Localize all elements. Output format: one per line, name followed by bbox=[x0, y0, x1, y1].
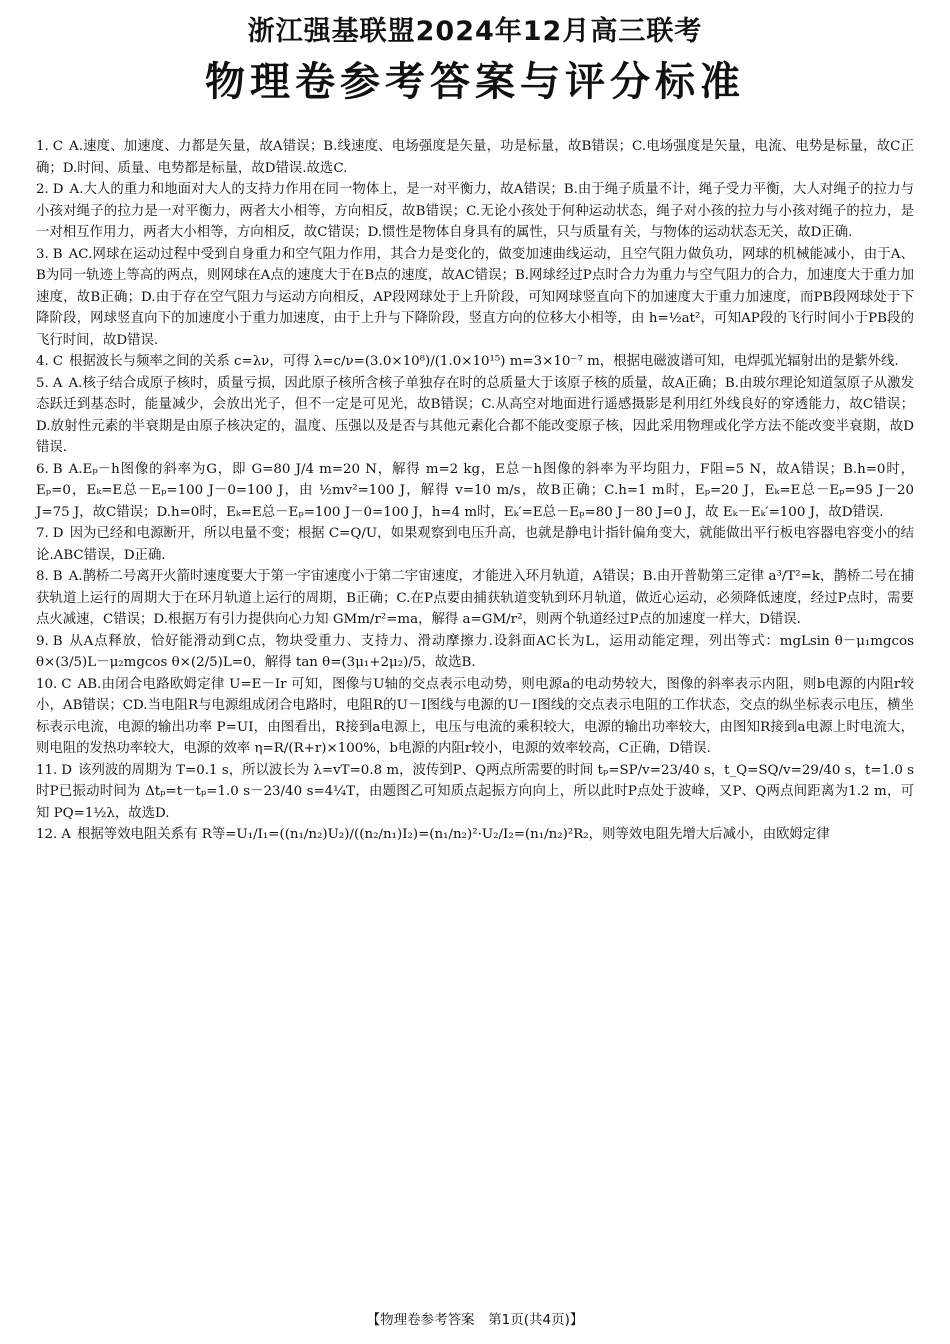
answer-choice: D bbox=[61, 762, 73, 778]
question-number: 2. bbox=[36, 182, 49, 197]
exam-title: 浙江强基联盟2024年12月高三联考 bbox=[247, 16, 703, 47]
question-number: 10. bbox=[36, 676, 58, 692]
answer-explanation: A.大人的重力和地面对大人的支持力作用在同一物体上，是一对平衡力，故A错误；B.由于绳子质量不计，绳子受力平衡，大人对绳子的拉力与小孩对绳子的拉力是一对平衡力，两者大小相等，方向相反，故B错误；C.无论小孩处于何种运动状态，绳子对小孩的拉力与小孩对绳子的拉力，是一对相互作用力，两者大小相等，方向相反，故C错误；D.惯性是物体自身具有的属性，只与质量有关，与物体的运动状态无关，故D正确. bbox=[36, 182, 914, 240]
answer-choice: B bbox=[52, 633, 63, 649]
answer-explanation: A.Eₚ－h图像的斜率为G，即 G=80 J/4 m=20 N，解得 m=2 kg，E总－h图像的斜率为平均阻力，F阻=5 N，故A错误；B.h=0时，Eₚ=0，Eₖ=E总－Eₚ=100 J－0=100 J，由 ½mv²=100 J，解得 v=10 m/s，故B正确；C.h=1 m时，Eₚ=20 J，Eₖ=E总－Eₚ=95 J－20 J=75 J，故C错误；D.h=0时，Eₖ=E总－Eₚ=100 J－0=100 J，h=4 m时，Eₖ′=E总－Eₚ=80 J－80 J=0 J，故 Eₖ－Eₖ′=100 J，故D错误. bbox=[36, 461, 914, 520]
answer-explanation: 根据等效电阻关系有 R等=U₁/I₁=((n₁/n₂)U₂)/((n₂/n₁)I₂)=(n₁/n₂)²·U₂/I₂=(n₁/n₂)²R₂，则等效电阻先增大后减小，由欧姆定律 bbox=[76, 827, 830, 842]
question-number: 6. bbox=[36, 461, 49, 477]
answer-item bbox=[36, 760, 914, 825]
answer-explanation: A.鹊桥二号离开火箭时速度要大于第一宇宙速度小于第二宇宙速度，才能进入环月轨道，A错误；B.由开普勒第三定律 a³/T²=k，鹊桥二号在捕获轨道上运行的周期大于在环月轨道上运行的周期，B正确；C.在P点要由捕获轨道变轨到环月轨道，做近心运动，必须降低速度，经过P点时，需要点火减速，C错误；D.根据万有引力提供向心力知 GMm/r²=ma，解得 a=GM/r²，则两个轨道经过P点的加速度一样大，D错误. bbox=[36, 569, 914, 627]
answer-choice: B bbox=[52, 569, 63, 584]
question-number: 8. bbox=[36, 569, 49, 584]
question-number: 7. bbox=[36, 526, 49, 541]
answer-explanation: AB.由闭合电路欧姆定律 U=E－Ir 可知，图像与U轴的交点表示电动势，则电源a的电动势较大，图像的斜率表示内阻，则b电源的内阻r较小，AB错误；CD.当电阻R与电源组成闭合电路时，电阻R的U－I图线与电源的U－I图线的交点表示电阻的工作状态，交点的纵坐标表示电压，横坐标表示电流，电源的输出功率 P=UI，由图看出，R接到a电源上，电压与电流的乘积较大，电源的输出功率较大，由图知R接到a电源上时电流大，则电阻的发热功率较大，电源的效率 η=R/(R+r)×100%，b电源的内阻r较小，电源的效率较高，C正确，D错误. bbox=[36, 676, 914, 756]
question-number: 9. bbox=[36, 633, 49, 649]
answer-choice: D bbox=[52, 182, 64, 197]
answer-item bbox=[36, 631, 914, 674]
answer-explanation: AC.网球在运动过程中受到自身重力和空气阻力作用，其合力是变化的，做变加速曲线运动，且空气阻力做负功，网球的机械能减小，由于A、B为同一轨迹上等高的两点，则网球在A点的速度大于在B点的速度，故AC错误；B.网球经过P点时合力为重力与空气阻力的合力，加速度大于重力加速度，故B正确；D.由于存在空气阻力与运动方向相反，AP段网球处于上升阶段，可知网球竖直向下的加速度大于重力加速度，而PB段网球处于下降阶段，网球竖直向下的加速度小于重力加速度，由于上升与下降阶段，竖直方向的位移大小相等，由 h=½at²，可知AP段的飞行时间小于PB段的飞行时间，故D错误. bbox=[36, 246, 914, 348]
answer-choice: C bbox=[52, 139, 64, 154]
page-footer: 【物理卷参考答案 第1页(共4页)】 bbox=[366, 1312, 584, 1328]
answer-choice: C bbox=[52, 354, 64, 369]
question-number: 12. bbox=[36, 827, 58, 842]
question-number: 11. bbox=[36, 762, 58, 778]
answer-choice: C bbox=[61, 676, 72, 692]
answer-item bbox=[36, 523, 914, 566]
answer-item bbox=[36, 373, 914, 459]
answer-explanation: 因为已经和电源断开，所以电量不变；根据 C=Q/U，如果观察到电压升高，也就是静电计指针偏角变大，就能做出平行板电容器电容变小的结论.ABC错误，D正确. bbox=[36, 526, 914, 563]
document-title: 物理卷参考答案与评分标准 bbox=[205, 59, 745, 105]
answer-item bbox=[36, 244, 914, 352]
answer-list bbox=[36, 136, 914, 846]
answer-item bbox=[36, 459, 914, 524]
question-number: 4. bbox=[36, 354, 49, 369]
question-number: 3. bbox=[36, 246, 49, 262]
answer-explanation: A.核子结合成原子核时，质量亏损，因此原子核所含核子单独存在时的总质量大于该原子核的质量，故A正确；B.由玻尔理论知道氢原子从激发态跃迁到基态时，能量减少，会放出光子，但不一定是可见光，故B错误；C.从高空对地面进行遥感摄影是利用红外线良好的穿透能力，故C错误；D.放射性元素的半衰期是由原子核决定的，温度、压强以及是否与其他元素化合都不能改变原子核，因此采用物理或化学方法不能改变半衰期，故D错误. bbox=[36, 375, 914, 455]
answer-item bbox=[36, 566, 914, 631]
answer-choice: B bbox=[52, 461, 63, 477]
answer-item bbox=[36, 136, 914, 179]
answer-item bbox=[36, 824, 914, 846]
answer-explanation: 该列波的周期为 T=0.1 s，所以波长为 λ=vT=0.8 m，波传到P、Q两点所需要的时间 tₚ=SP/v=23/40 s，t_Q=SQ/v=29/40 s，t=1.0 s时P已振动时间为 Δtₚ=t－tₚ=1.0 s－23/40 s=4¼T，由题图乙可知质点起振方向向上，所以此时P点处于波峰，又P、Q两点间距离为1.2 m，可知 PQ=1½λ，故选D. bbox=[36, 762, 914, 821]
answer-choice: A bbox=[52, 375, 63, 391]
answer-explanation: A.速度、加速度、力都是矢量，故A错误；B.线速度、电场强度是矢量，功是标量，故B错误；C.电场强度是矢量，电流、电势是标量，故C正确；D.时间、质量、电势都是标量，故D错误.故选C. bbox=[36, 139, 914, 176]
answer-item bbox=[36, 674, 914, 760]
answer-item bbox=[36, 351, 914, 373]
answer-choice: D bbox=[52, 526, 64, 541]
question-number: 5. bbox=[36, 375, 49, 391]
answer-choice: A bbox=[61, 827, 71, 842]
answer-explanation: 从A点释放，恰好能滑动到C点，物块受重力、支持力、滑动摩擦力.设斜面AC长为L，运用动能定理，列出等式：mgLsin θ－μ₁mgcos θ×(3/5)L－μ₂mgcos θ×(2/5)L=0，解得 tan θ=(3μ₁+2μ₂)/5，故选B. bbox=[36, 633, 914, 670]
question-number: 1. bbox=[36, 139, 49, 154]
answer-explanation: 根据波长与频率之间的关系 c=λν，可得 λ=c/ν=(3.0×10⁸)/(1.0×10¹⁵) m=3×10⁻⁷ m，根据电磁波谱可知，电焊弧光辐射出的是紫外线. bbox=[69, 354, 899, 369]
answer-item bbox=[36, 179, 914, 244]
answer-choice: B bbox=[52, 246, 63, 262]
